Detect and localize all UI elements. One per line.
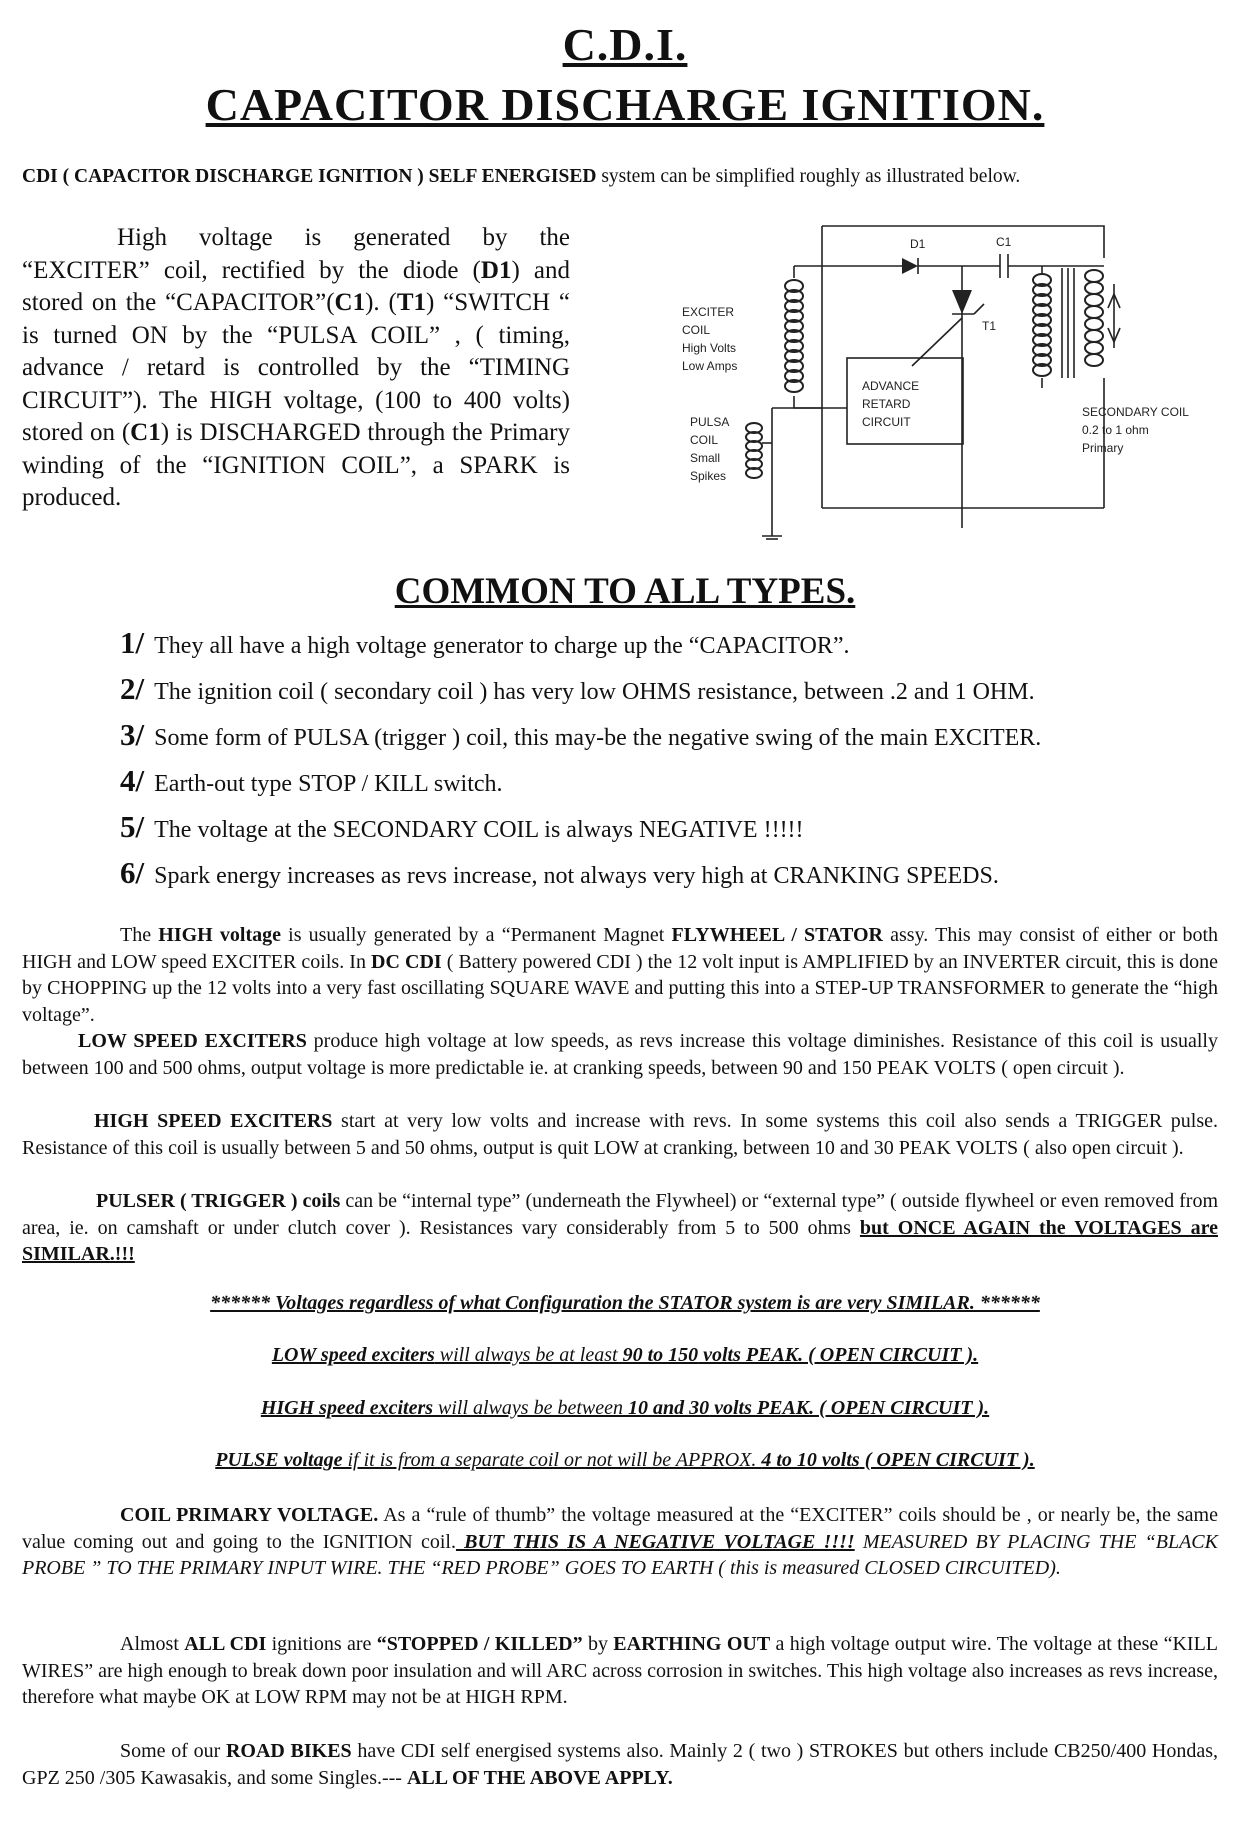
note-pulse [0, 1449, 1250, 1472]
high-voltage-paragraph [22, 922, 1218, 1028]
intro-text [22, 166, 1020, 188]
list-item [120, 758, 1041, 804]
list-text: The voltage at the SECONDARY COIL is always NEGATIVE !!!!! [154, 817, 804, 843]
pulsa-label-2: COIL [690, 433, 719, 447]
common-heading: COMMON TO ALL TYPES. [394, 571, 856, 612]
p-kill-b2: “STOPPED / KILLED” [376, 1633, 583, 1655]
list-text: Spark energy increases as revs increase, not always very high at CRANKING SPEEDS. [154, 863, 999, 889]
secondary-label-3: Primary [1082, 441, 1124, 455]
p-hs-b: HIGH SPEED EXCITERS [94, 1110, 333, 1132]
para1-text-5: ) is DISCHARGED through the Primary winding of the “IGNITION COIL”, a SPARK is produced. [22, 419, 571, 511]
list-number: 2/ [120, 671, 145, 706]
p-high-b1: HIGH voltage [158, 924, 281, 946]
list-text: The ignition coil ( secondary coil ) has very low OHMS resistance, between .2 and 1 OHM. [154, 679, 1035, 705]
n2b: will always be at least [434, 1344, 623, 1366]
para1-c1: C1 [334, 289, 366, 316]
p-high-a: The [120, 924, 159, 946]
list-item [120, 850, 1041, 896]
p-road-a: Some of our [120, 1740, 226, 1762]
p-high-c: is usually generated by a “Permanent Magnet [280, 924, 672, 946]
exciter-label-3: High Volts [682, 341, 737, 355]
p-high-b2: FLYWHEEL / STATOR [671, 924, 883, 946]
para1-text-4: ) “SWITCH “ is turned ON by the “PULSA COIL” , ( timing, advance / retard is controlled by the “TIMING CIRCUIT”). The HIGH voltage, (100 to 400 volts) stored on ( [22, 289, 570, 446]
para1-text-1: High voltage is generated by the “EXCITER” coil, rectified by the diode ( [22, 224, 570, 284]
list-item [120, 712, 1041, 758]
n4a: PULSE voltage [215, 1449, 343, 1471]
secondary-label-2: 0.2 to 1 ohm [1082, 423, 1149, 437]
n3c: 10 and 30 [628, 1397, 710, 1419]
list-number: 3/ [120, 717, 145, 752]
n3a: HIGH speed exciters [260, 1397, 434, 1419]
list-number: 1/ [120, 625, 145, 660]
para1-text-2: ) and stored on the “CAPACITOR”( [22, 256, 570, 316]
para1-d1: D1 [480, 256, 512, 284]
p-high-d: assy. This may consist of either or both HIGH and LOW speed EXCITER coils. In [22, 924, 1219, 973]
list-number: 6/ [120, 855, 145, 890]
low-speed-paragraph [22, 1028, 1218, 1081]
advance-label-3: CIRCUIT [862, 415, 911, 429]
p-high-b3: DC CDI [371, 950, 442, 973]
title-line-2: CAPACITOR DISCHARGE IGNITION. [205, 79, 1045, 130]
p-coil-t: As a “rule of thumb” the voltage measured at the “EXCITER” coils should be , or nearly be, the same value coming out and going to the IGNITION coil. [22, 1504, 1218, 1553]
secondary-label-1: SECONDARY COIL [1082, 405, 1189, 419]
t1-label: T1 [982, 319, 997, 333]
p-coil-ui: BUT THIS IS A NEGATIVE VOLTAGE !!!! [455, 1530, 855, 1553]
p-pulser-t: can be “internal type” (underneath the Flywheel) or “external type” ( outside flywheel or even removed from area, ie. on camshaft or under clutch cover ). Resistances vary considerably from 5 to 500 ohms [22, 1190, 1219, 1239]
p-road-b1: ROAD BIKES [225, 1740, 352, 1762]
pulser-paragraph [22, 1188, 1218, 1268]
para1-text-3: ). ( [365, 289, 397, 316]
road-bikes-paragraph [22, 1738, 1218, 1791]
common-list [120, 620, 1041, 896]
p-kill-b3: EARTHING OUT [613, 1633, 771, 1655]
p-kill-a: Almost [120, 1633, 185, 1655]
advance-label-2: RETARD [862, 397, 911, 411]
list-item [120, 804, 1041, 850]
p-high-e: ( Battery powered CDI ) the 12 volt input is AMPLIFIED by an INVERTER circuit, this is done by CHOPPING up the 12 volts into a very fast oscillating SQUARE WAVE and putting this into a STEP-UP TRANSFORMER to generate the “high voltage”. [22, 950, 1218, 1026]
list-number: 5/ [120, 809, 145, 844]
p-kill-e: a high voltage output wire. The voltage at these “KILL WIRES” are high enough to break down poor insulation and will ARC across corrosion in switches. This high voltage also increases as revs increase, therefore what maybe OK at LOW RPM may not be at HIGH RPM. [22, 1633, 1219, 1708]
list-item [120, 666, 1041, 712]
list-number: 4/ [120, 763, 145, 798]
p-kill-d: by [582, 1633, 614, 1655]
title-line-1: C.D.I. [562, 19, 688, 70]
pulsa-label-4: Spikes [690, 469, 727, 483]
n2a: LOW speed exciters [271, 1344, 435, 1366]
d1-label: D1 [910, 237, 926, 251]
p-hs-t: start at very low volts and increase with revs. In some systems this coil also sends a TRIGGER pulse. Resistance of this coil is usually between 5 and 50 ohms, output is quit LOW at cranking, between 10 and 30 PEAK VOLTS ( also open circuit ). [22, 1110, 1219, 1159]
para1-t1: T1 [396, 289, 427, 316]
p-kill-c: ignitions are [266, 1633, 377, 1655]
advance-label-1: ADVANCE [862, 379, 920, 393]
note-high-speed [0, 1397, 1250, 1420]
p-low-b: LOW SPEED EXCITERS [78, 1030, 307, 1052]
description-paragraph [22, 222, 570, 515]
c1-label: C1 [996, 235, 1012, 249]
cdi-circuit-diagram [682, 218, 1189, 540]
pulsa-label-1: PULSA [690, 415, 730, 429]
p-pulser-b: PULSER ( TRIGGER ) coils [96, 1190, 341, 1212]
intro-bold: CDI ( CAPACITOR DISCHARGE IGNITION ) SELF ENERGISED [22, 166, 597, 187]
p-coil-b: COIL PRIMARY VOLTAGE. [120, 1504, 379, 1526]
pulsa-label-3: Small [690, 451, 721, 465]
list-text: They all have a high voltage generator to charge up the “CAPACITOR”. [154, 633, 850, 659]
n3d: volts PEAK. ( OPEN CIRCUIT ). [709, 1397, 990, 1419]
list-text: Earth-out type STOP / KILL switch. [154, 771, 503, 797]
n4c: 4 to 10 volts [761, 1449, 860, 1471]
exciter-label-1: EXCITER [682, 305, 735, 319]
p-kill-b1: ALL CDI [184, 1633, 267, 1655]
list-item [120, 620, 1041, 666]
n3b: will always be between [433, 1397, 628, 1419]
coil-primary-paragraph [22, 1502, 1218, 1582]
exciter-label-4: Low Amps [682, 359, 738, 373]
p-coil-i: MEASURED BY PLACING THE “BLACK PROBE ” TO THE PRIMARY INPUT WIRE. THE “RED PROBE” GOES TO EARTH ( this is measured CLOSED CIRCUITED). [22, 1530, 1218, 1579]
intro-rest: system can be simplified roughly as illustrated below. [596, 166, 1021, 187]
note-low-speed [0, 1344, 1250, 1367]
n4b: if it is from a separate coil or not will be APPROX. [342, 1449, 762, 1471]
p-road-c: have CDI self energised systems also. Mainly 2 ( two ) STROKES but others include CB250/400 Hondas, GPZ 250 /305 Kawasakis, and some Singles.--- [22, 1740, 1218, 1789]
kill-paragraph [22, 1631, 1218, 1711]
para1-c1b: C1 [130, 419, 161, 446]
n2c: 90 to 150 [622, 1344, 699, 1366]
n4d: ( OPEN CIRCUIT ). [859, 1449, 1035, 1471]
p-pulser-bu: but ONCE AGAIN the VOLTAGES are SIMILAR.!!! [22, 1216, 1218, 1265]
list-text: Some form of PULSA (trigger ) coil, this may-be the negative swing of the main EXCITER. [154, 725, 1042, 751]
p-road-b2: ALL OF THE ABOVE APPLY. [406, 1766, 673, 1789]
p-low-t: produce high voltage at low speeds, as revs increase this voltage diminishes. Resistance of this coil is usually between 100 and 500 ohms, output voltage is more predictable ie. at cranking speeds, between 90 and 150 PEAK VOLTS ( open circuit ). [22, 1030, 1218, 1079]
note-similar: ****** Voltages regardless of what Configuration the STATOR system is are very SIMILAR. ****** [210, 1292, 1040, 1314]
high-speed-paragraph [22, 1108, 1218, 1161]
n2d: volts PEAK. ( OPEN CIRCUIT ). [698, 1344, 979, 1366]
exciter-label-2: COIL [682, 323, 711, 337]
